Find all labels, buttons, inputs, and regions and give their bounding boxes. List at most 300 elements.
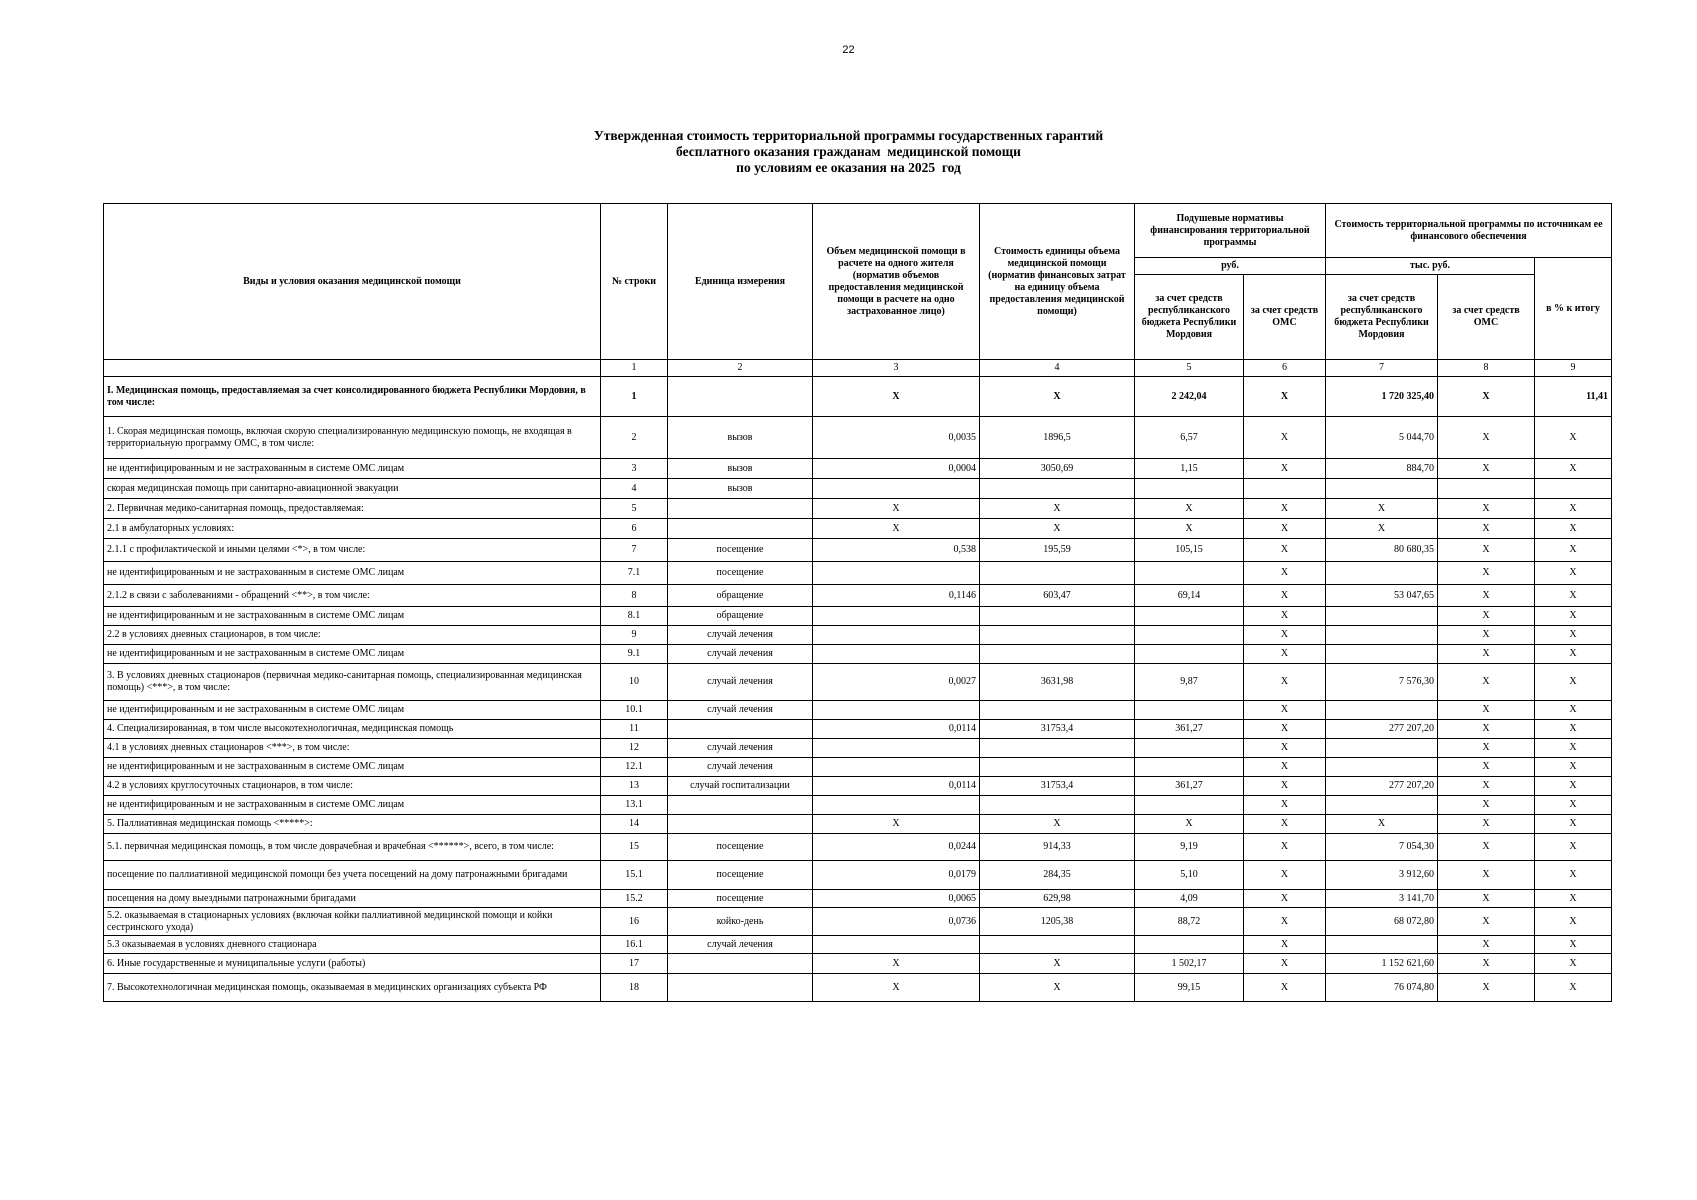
row-unit-cost: 1205,38	[980, 908, 1135, 936]
row-per-capita-budget: X	[1135, 815, 1244, 834]
table-row	[104, 539, 1612, 562]
title-line-3: по условиям ее оказания на 2025 год	[736, 160, 961, 175]
row-volume	[813, 758, 980, 777]
row-program-oms: X	[1438, 777, 1535, 796]
column-number: 8	[1438, 360, 1535, 377]
row-volume: X	[813, 815, 980, 834]
row-volume	[813, 936, 980, 954]
row-per-capita-oms: X	[1244, 974, 1326, 1002]
row-percent: X	[1535, 585, 1612, 607]
row-name: не идентифицированным и не застрахованным в системе ОМС лицам	[104, 796, 601, 815]
row-per-capita-budget: 88,72	[1135, 908, 1244, 936]
header-unit: Единица измерения	[668, 204, 813, 360]
row-percent: 11,41	[1535, 377, 1612, 417]
row-per-capita-budget: 2 242,04	[1135, 377, 1244, 417]
table-row	[104, 720, 1612, 739]
row-program-oms: X	[1438, 607, 1535, 626]
row-unit	[668, 954, 813, 974]
row-percent: X	[1535, 459, 1612, 479]
header-budget-thousand: за счет средств республиканского бюджета Республики Мордовия	[1326, 275, 1438, 360]
row-percent: X	[1535, 539, 1612, 562]
row-per-capita-oms: X	[1244, 664, 1326, 701]
row-unit: обращение	[668, 607, 813, 626]
row-percent: X	[1535, 417, 1612, 459]
title-line-1: Утвержденная стоимость территориальной программы государственных гарантий	[593, 128, 1104, 143]
row-per-capita-oms: X	[1244, 377, 1326, 417]
row-percent: X	[1535, 519, 1612, 539]
row-program-oms	[1438, 479, 1535, 499]
row-per-capita-budget: 361,27	[1135, 720, 1244, 739]
row-unit: койко-день	[668, 908, 813, 936]
row-percent: X	[1535, 936, 1612, 954]
column-number: 1	[601, 360, 668, 377]
row-percent: X	[1535, 720, 1612, 739]
row-volume: X	[813, 377, 980, 417]
row-unit-cost: X	[980, 954, 1135, 974]
row-number: 10.1	[601, 701, 668, 720]
row-percent: X	[1535, 499, 1612, 519]
column-number: 3	[813, 360, 980, 377]
table-row	[104, 626, 1612, 645]
header-volume: Объем медицинской помощи в расчете на одного жителя (норматив объемов предоставления медицинской помощи в расчете на одно застрахованное лицо)	[813, 204, 980, 360]
row-program-oms: X	[1438, 562, 1535, 585]
row-volume	[813, 739, 980, 758]
row-program-budget	[1326, 626, 1438, 645]
row-number: 9.1	[601, 645, 668, 664]
row-unit-cost: 3631,98	[980, 664, 1135, 701]
row-program-oms: X	[1438, 861, 1535, 890]
row-program-oms: X	[1438, 459, 1535, 479]
header-oms-thousand: за счет средств ОМС	[1438, 275, 1535, 360]
row-volume	[813, 607, 980, 626]
row-program-budget: 7 054,30	[1326, 834, 1438, 861]
row-program-budget: 76 074,80	[1326, 974, 1438, 1002]
row-per-capita-budget: 9,19	[1135, 834, 1244, 861]
row-unit-cost: 31753,4	[980, 720, 1135, 739]
table-row	[104, 417, 1612, 459]
row-unit-cost: X	[980, 519, 1135, 539]
table-row	[104, 479, 1612, 499]
column-number: 7	[1326, 360, 1438, 377]
row-number: 2	[601, 417, 668, 459]
row-per-capita-budget: 9,87	[1135, 664, 1244, 701]
row-program-oms: X	[1438, 417, 1535, 459]
row-name: посещение по паллиативной медицинской помощи без учета посещений на дому патронажными бригадами	[104, 861, 601, 890]
header-unit-thousand-rub: тыс. руб.	[1326, 258, 1535, 275]
row-name: 2.1.1 с профилактической и иными целями <*>, в том числе:	[104, 539, 601, 562]
table-row	[104, 645, 1612, 664]
row-percent: X	[1535, 815, 1612, 834]
row-percent: X	[1535, 834, 1612, 861]
row-unit-cost	[980, 758, 1135, 777]
row-per-capita-budget: 6,57	[1135, 417, 1244, 459]
table-row	[104, 519, 1612, 539]
row-program-budget: X	[1326, 499, 1438, 519]
row-unit: случай лечения	[668, 758, 813, 777]
title-line-2: бесплатного оказания гражданам медицинской помощи	[676, 144, 1021, 159]
row-per-capita-oms: X	[1244, 417, 1326, 459]
row-name: скорая медицинская помощь при санитарно-авиационной эвакуации	[104, 479, 601, 499]
row-percent: X	[1535, 861, 1612, 890]
row-number: 1	[601, 377, 668, 417]
row-number: 16	[601, 908, 668, 936]
row-unit-cost: X	[980, 377, 1135, 417]
row-name: 4.1 в условиях дневных стационаров <***>, в том числе:	[104, 739, 601, 758]
row-unit-cost: 3050,69	[980, 459, 1135, 479]
row-program-budget: X	[1326, 519, 1438, 539]
row-volume: 0,0244	[813, 834, 980, 861]
row-per-capita-budget	[1135, 796, 1244, 815]
row-program-oms: X	[1438, 645, 1535, 664]
row-unit: обращение	[668, 585, 813, 607]
row-unit-cost	[980, 479, 1135, 499]
row-per-capita-budget	[1135, 626, 1244, 645]
row-per-capita-oms: X	[1244, 890, 1326, 908]
row-per-capita-oms: X	[1244, 834, 1326, 861]
row-percent: X	[1535, 974, 1612, 1002]
row-number: 14	[601, 815, 668, 834]
row-volume: 0,0035	[813, 417, 980, 459]
row-program-budget: X	[1326, 815, 1438, 834]
row-per-capita-budget: 99,15	[1135, 974, 1244, 1002]
page-number: 22	[842, 44, 855, 56]
row-per-capita-budget	[1135, 562, 1244, 585]
row-per-capita-oms: X	[1244, 585, 1326, 607]
row-program-budget	[1326, 758, 1438, 777]
row-volume: X	[813, 974, 980, 1002]
row-volume	[813, 626, 980, 645]
header-cost: Стоимость единицы объема медицинской помощи (норматив финансовых затрат на единицу объема предоставления медицинской помощи)	[980, 204, 1135, 360]
row-number: 6	[601, 519, 668, 539]
table-row	[104, 459, 1612, 479]
row-volume: 0,0114	[813, 720, 980, 739]
row-program-budget: 277 207,20	[1326, 777, 1438, 796]
table-row	[104, 758, 1612, 777]
column-number: 6	[1244, 360, 1326, 377]
row-program-budget: 68 072,80	[1326, 908, 1438, 936]
row-unit: случай лечения	[668, 626, 813, 645]
row-unit: посещение	[668, 562, 813, 585]
row-program-budget	[1326, 645, 1438, 664]
row-program-budget	[1326, 796, 1438, 815]
row-per-capita-oms	[1244, 479, 1326, 499]
row-program-oms: X	[1438, 954, 1535, 974]
row-unit: случай лечения	[668, 739, 813, 758]
row-percent: X	[1535, 701, 1612, 720]
row-unit-cost: 629,98	[980, 890, 1135, 908]
row-per-capita-budget: 4,09	[1135, 890, 1244, 908]
row-unit-cost: 914,33	[980, 834, 1135, 861]
row-unit: вызов	[668, 479, 813, 499]
row-volume: 0,0065	[813, 890, 980, 908]
row-unit	[668, 796, 813, 815]
row-program-budget: 1 152 621,60	[1326, 954, 1438, 974]
row-volume: 0,0114	[813, 777, 980, 796]
row-unit: случай лечения	[668, 936, 813, 954]
row-program-oms: X	[1438, 539, 1535, 562]
row-program-oms: X	[1438, 664, 1535, 701]
row-per-capita-oms: X	[1244, 954, 1326, 974]
row-per-capita-budget	[1135, 479, 1244, 499]
row-unit-cost	[980, 739, 1135, 758]
row-unit	[668, 377, 813, 417]
row-percent: X	[1535, 739, 1612, 758]
row-per-capita-budget	[1135, 645, 1244, 664]
row-per-capita-budget: 69,14	[1135, 585, 1244, 607]
row-per-capita-oms: X	[1244, 539, 1326, 562]
row-percent: X	[1535, 607, 1612, 626]
row-per-capita-budget	[1135, 758, 1244, 777]
row-unit: случай госпитализации	[668, 777, 813, 796]
row-program-oms: X	[1438, 585, 1535, 607]
row-name: не идентифицированным и не застрахованным в системе ОМС лицам	[104, 758, 601, 777]
row-name: 4. Специализированная, в том числе высокотехнологичная, медицинская помощь	[104, 720, 601, 739]
row-volume: 0,1146	[813, 585, 980, 607]
row-number: 17	[601, 954, 668, 974]
row-number: 5	[601, 499, 668, 519]
row-name: 5. Паллиативная медицинская помощь <*****>:	[104, 815, 601, 834]
row-program-oms: X	[1438, 720, 1535, 739]
row-number: 11	[601, 720, 668, 739]
row-per-capita-oms: X	[1244, 908, 1326, 936]
row-per-capita-oms: X	[1244, 758, 1326, 777]
row-per-capita-budget: 105,15	[1135, 539, 1244, 562]
row-number: 3	[601, 459, 668, 479]
row-name: I. Медицинская помощь, предоставляемая за счет консолидированного бюджета Республики Мордовия, в том числе:	[104, 377, 601, 417]
row-name: 4.2 в условиях круглосуточных стационаров, в том числе:	[104, 777, 601, 796]
row-volume	[813, 701, 980, 720]
row-per-capita-oms: X	[1244, 815, 1326, 834]
row-name: 2.1.2 в связи с заболеваниями - обращений <**>, в том числе:	[104, 585, 601, 607]
cost-table	[103, 203, 1612, 1002]
row-program-oms: X	[1438, 701, 1535, 720]
row-unit-cost: 284,35	[980, 861, 1135, 890]
row-program-budget: 53 047,65	[1326, 585, 1438, 607]
row-unit	[668, 720, 813, 739]
row-unit: вызов	[668, 417, 813, 459]
row-unit-cost: 195,59	[980, 539, 1135, 562]
row-percent: X	[1535, 758, 1612, 777]
row-number: 15.1	[601, 861, 668, 890]
row-per-capita-budget: 361,27	[1135, 777, 1244, 796]
row-number: 7.1	[601, 562, 668, 585]
row-program-oms: X	[1438, 377, 1535, 417]
document-title	[0, 128, 1697, 176]
row-unit: посещение	[668, 890, 813, 908]
row-number: 18	[601, 974, 668, 1002]
row-percent: X	[1535, 562, 1612, 585]
column-number: 5	[1135, 360, 1244, 377]
row-unit-cost	[980, 701, 1135, 720]
row-program-oms: X	[1438, 908, 1535, 936]
row-name: не идентифицированным и не застрахованным в системе ОМС лицам	[104, 562, 601, 585]
row-percent: X	[1535, 777, 1612, 796]
row-name: не идентифицированным и не застрахованным в системе ОМС лицам	[104, 645, 601, 664]
row-name: 5.3 оказываемая в условиях дневного стационара	[104, 936, 601, 954]
row-program-budget: 7 576,30	[1326, 664, 1438, 701]
row-volume: 0,0736	[813, 908, 980, 936]
row-unit-cost: X	[980, 815, 1135, 834]
table-row	[104, 908, 1612, 936]
row-number: 13	[601, 777, 668, 796]
table-row	[104, 739, 1612, 758]
row-unit	[668, 815, 813, 834]
table-row	[104, 562, 1612, 585]
row-name: 2. Первичная медико-санитарная помощь, предоставляемая:	[104, 499, 601, 519]
row-name: 1. Скорая медицинская помощь, включая скорую специализированную медицинскую помощь, не входящая в территориальную программу ОМС, в том числе:	[104, 417, 601, 459]
row-per-capita-oms: X	[1244, 519, 1326, 539]
row-number: 7	[601, 539, 668, 562]
row-volume	[813, 479, 980, 499]
row-per-capita-budget: X	[1135, 499, 1244, 519]
row-per-capita-oms: X	[1244, 739, 1326, 758]
row-program-budget	[1326, 701, 1438, 720]
row-per-capita-oms: X	[1244, 626, 1326, 645]
row-number: 15.2	[601, 890, 668, 908]
row-per-capita-oms: X	[1244, 861, 1326, 890]
header-per-capita-group: Подушевые нормативы финансирования территориальной программы	[1135, 204, 1326, 258]
row-program-budget: 3 141,70	[1326, 890, 1438, 908]
row-program-budget	[1326, 936, 1438, 954]
row-unit-cost	[980, 626, 1135, 645]
header-kinds: Виды и условия оказания медицинской помощи	[104, 204, 601, 360]
row-per-capita-budget: 1,15	[1135, 459, 1244, 479]
row-program-budget: 277 207,20	[1326, 720, 1438, 739]
row-unit-cost	[980, 796, 1135, 815]
row-unit: случай лечения	[668, 645, 813, 664]
row-per-capita-oms: X	[1244, 499, 1326, 519]
row-program-budget	[1326, 607, 1438, 626]
row-name: 3. В условиях дневных стационаров (первичная медико-санитарная помощь, специализированная медицинская помощь) <***>, в том числе:	[104, 664, 601, 701]
row-unit: случай лечения	[668, 664, 813, 701]
row-unit-cost: 31753,4	[980, 777, 1135, 796]
row-volume	[813, 645, 980, 664]
row-program-budget: 1 720 325,40	[1326, 377, 1438, 417]
row-per-capita-oms: X	[1244, 701, 1326, 720]
row-volume	[813, 562, 980, 585]
row-volume: 0,0179	[813, 861, 980, 890]
row-volume: 0,538	[813, 539, 980, 562]
row-per-capita-budget	[1135, 936, 1244, 954]
row-per-capita-budget	[1135, 739, 1244, 758]
row-name: не идентифицированным и не застрахованным в системе ОМС лицам	[104, 607, 601, 626]
row-percent: X	[1535, 890, 1612, 908]
row-name: 2.1 в амбулаторных условиях:	[104, 519, 601, 539]
row-program-budget	[1326, 479, 1438, 499]
row-volume	[813, 796, 980, 815]
row-percent	[1535, 479, 1612, 499]
column-number-blank	[104, 360, 601, 377]
row-volume: X	[813, 954, 980, 974]
row-per-capita-oms: X	[1244, 936, 1326, 954]
header-row-no: № строки	[601, 204, 668, 360]
header-budget-rub: за счет средств республиканского бюджета Республики Мордовия	[1135, 275, 1244, 360]
row-number: 15	[601, 834, 668, 861]
row-volume: X	[813, 519, 980, 539]
row-volume: 0,0027	[813, 664, 980, 701]
row-percent: X	[1535, 796, 1612, 815]
table-row	[104, 815, 1612, 834]
table-row	[104, 936, 1612, 954]
row-program-oms: X	[1438, 626, 1535, 645]
row-volume: X	[813, 499, 980, 519]
row-name: 5.2. оказываемая в стационарных условиях (включая койки паллиативной медицинской помощи и койки сестринского ухода)	[104, 908, 601, 936]
row-per-capita-oms: X	[1244, 777, 1326, 796]
row-program-budget: 80 680,35	[1326, 539, 1438, 562]
row-per-capita-budget: X	[1135, 519, 1244, 539]
table-row	[104, 664, 1612, 701]
row-per-capita-budget: 1 502,17	[1135, 954, 1244, 974]
table-row	[104, 607, 1612, 626]
row-program-oms: X	[1438, 499, 1535, 519]
row-program-oms: X	[1438, 796, 1535, 815]
row-name: не идентифицированным и не застрахованным в системе ОМС лицам	[104, 459, 601, 479]
row-number: 13.1	[601, 796, 668, 815]
row-number: 4	[601, 479, 668, 499]
row-unit-cost	[980, 607, 1135, 626]
row-unit-cost: 603,47	[980, 585, 1135, 607]
row-per-capita-oms: X	[1244, 645, 1326, 664]
row-number: 8	[601, 585, 668, 607]
row-name: 7. Высокотехнологичная медицинская помощь, оказываемая в медицинских организациях субъекта РФ	[104, 974, 601, 1002]
row-program-oms: X	[1438, 815, 1535, 834]
row-name: 5.1. первичная медицинская помощь, в том числе доврачебная и врачебная <******>, всего, в том числе:	[104, 834, 601, 861]
row-per-capita-oms: X	[1244, 562, 1326, 585]
row-number: 9	[601, 626, 668, 645]
row-name: 6. Иные государственные и муниципальные услуги (работы)	[104, 954, 601, 974]
header-unit-rub: руб.	[1135, 258, 1326, 275]
row-unit	[668, 499, 813, 519]
row-program-budget: 884,70	[1326, 459, 1438, 479]
row-unit-cost	[980, 645, 1135, 664]
table-row	[104, 861, 1612, 890]
row-per-capita-oms: X	[1244, 720, 1326, 739]
row-percent: X	[1535, 645, 1612, 664]
row-volume: 0,0004	[813, 459, 980, 479]
table-row	[104, 701, 1612, 720]
row-number: 12.1	[601, 758, 668, 777]
row-program-budget	[1326, 562, 1438, 585]
row-name: посещения на дому выездными патронажными бригадами	[104, 890, 601, 908]
row-name: не идентифицированным и не застрахованным в системе ОМС лицам	[104, 701, 601, 720]
row-program-oms: X	[1438, 758, 1535, 777]
row-program-oms: X	[1438, 974, 1535, 1002]
row-unit-cost	[980, 936, 1135, 954]
row-program-oms: X	[1438, 739, 1535, 758]
row-number: 16.1	[601, 936, 668, 954]
row-number: 10	[601, 664, 668, 701]
row-unit	[668, 974, 813, 1002]
row-percent: X	[1535, 954, 1612, 974]
row-program-budget: 3 912,60	[1326, 861, 1438, 890]
row-unit-cost: 1896,5	[980, 417, 1135, 459]
row-per-capita-oms: X	[1244, 459, 1326, 479]
row-name: 2.2 в условиях дневных стационаров, в том числе:	[104, 626, 601, 645]
table-row	[104, 777, 1612, 796]
table-row	[104, 499, 1612, 519]
header-oms-rub: за счет средств ОМС	[1244, 275, 1326, 360]
row-unit	[668, 519, 813, 539]
table-row	[104, 974, 1612, 1002]
table-row	[104, 890, 1612, 908]
row-per-capita-budget: 5,10	[1135, 861, 1244, 890]
row-program-budget: 5 044,70	[1326, 417, 1438, 459]
header-cost-group: Стоимость территориальной программы по источникам ее финансового обеспечения	[1326, 204, 1612, 258]
row-per-capita-oms: X	[1244, 607, 1326, 626]
column-number-row	[104, 360, 1612, 377]
row-program-oms: X	[1438, 890, 1535, 908]
row-unit: посещение	[668, 539, 813, 562]
